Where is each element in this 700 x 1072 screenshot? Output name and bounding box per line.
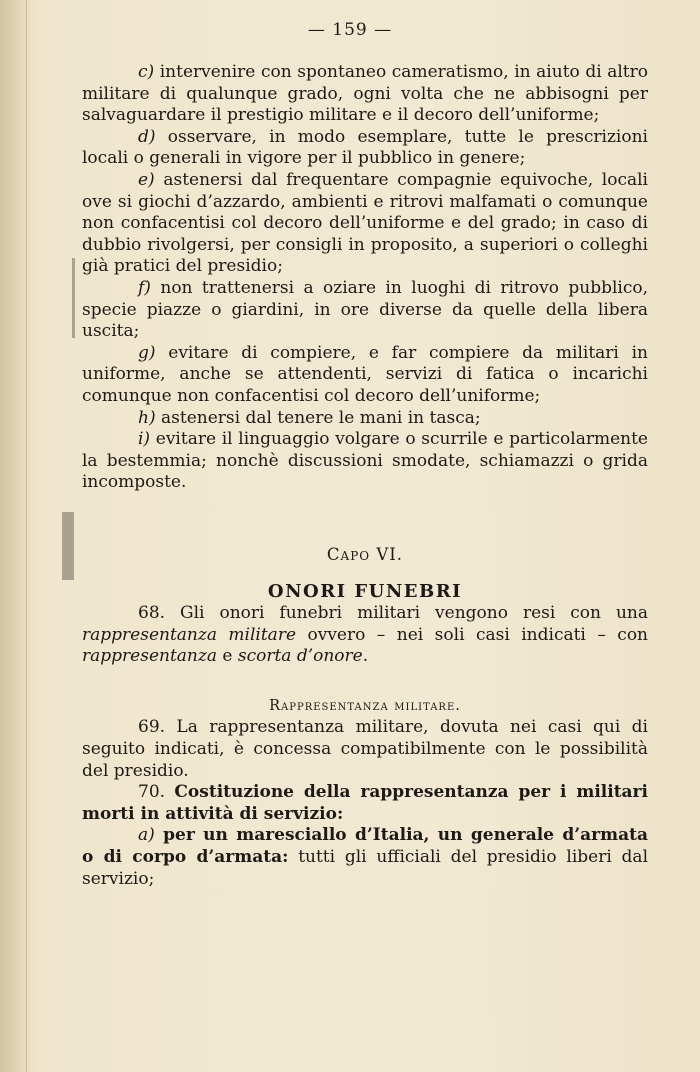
- item-d: d) osservare, in modo esemplare, tutte le prescrizioni locali o generali in vigore per il pubblico in genere;: [82, 126, 648, 169]
- item-letter: f): [138, 277, 151, 298]
- item-c: c) intervenire con spontaneo cameratismo, in aiuto di altro militare di qualunque grado, ogni volta che ne abbisogni per salvaguardare il prestigio militare e il decoro dell’uniforme;: [82, 62, 648, 126]
- item-letter: g): [138, 342, 156, 363]
- chapter-title: ONORI FUNEBRI: [267, 581, 463, 603]
- item-letter: h): [138, 407, 156, 428]
- item-g: g) evitare di compiere, e far compiere da militari in uniforme, anche se attendenti, servizi di fatica o incarichi comunque non confacentisi col decoro dell’uniforme;: [82, 342, 648, 406]
- page-body: [82, 62, 648, 890]
- item-letter: e): [138, 169, 155, 190]
- paragraph-69: 69. La rappresentanza militare, dovuta nei casi qui di seguito indicati, è concessa compatibilmente con le possibilità del presidio.: [82, 717, 648, 781]
- section-heading: Rappresentanza militare.: [269, 697, 461, 714]
- margin-mark: [62, 512, 74, 580]
- item-e: e) astenersi dal frequentare compagnie equivoche, locali ove si giochi d’azzardo, ambienti e ritrovi malfamati o comunque non confacentisi col decoro dell’uniforme e del grado; in caso di dubbio rivolgersi, per consigli in proposito, a superiori o colleghi già pratici del presidio;: [82, 169, 648, 277]
- chapter-heading: Capo VI.: [326, 544, 404, 564]
- item-70-a: a) per un maresciallo d’Italia, un generale d’armata o di corpo d’armata: tutti gli ufficiali del presidio liberi dal servizio;: [82, 825, 649, 889]
- item-h: h) astenersi dal tenere le mani in tasca;: [138, 407, 481, 428]
- item-f: f) non trattenersi a oziare in luoghi di ritrovo pubblico, specie piazze o giardini, in ore diverse da quelle della libera uscita;: [82, 277, 648, 342]
- item-letter: a): [138, 825, 155, 846]
- paragraph-68: 68. Gli onori funebri militari vengono resi con una rappresentanza militare ovvero – nei soli casi indicati – con rappresentanza e scorta d’onore.: [82, 603, 649, 667]
- item-letter: i): [138, 429, 151, 450]
- item-letter: c): [138, 62, 155, 82]
- item-i: i) evitare il linguaggio volgare o scurrile e particolarmente la bestemmia; nonchè discussioni smodate, schiamazzi o grida incomposte.: [82, 429, 648, 493]
- paragraph-70: 70. Costituzione della rappresentanza per i militari morti in attività di servizio:: [82, 782, 648, 824]
- margin-line: [72, 258, 75, 338]
- item-letter: d): [138, 126, 156, 147]
- page-gutter: [0, 0, 27, 1072]
- page-number: — 159 —: [307, 20, 393, 40]
